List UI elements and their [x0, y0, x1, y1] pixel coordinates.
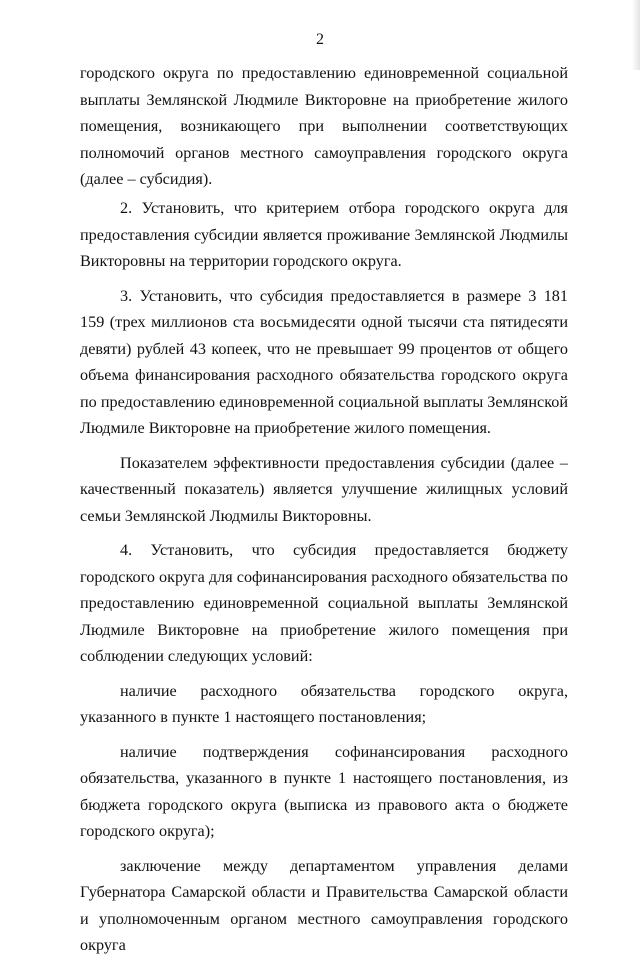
- paragraph-continuation: городского округа по предоставлению единовременной социальной выплаты Землянской Людмиле Викторовне на приобретение жилого помещения, возникающего при выполнении соответствующих полномочий органов местного самоуправления городского округа (далее – субсидия).: [80, 64, 568, 188]
- paragraph-condition-2: наличие подтверждения софинансирования расходного обязательства, указанного в пункте 1 настоящего постановления, из бюджета городского округа (выписка из правового акта о бюджете городского округа);: [80, 742, 568, 840]
- paragraph-condition-3: заключение между департаментом управления делами Губернатора Самарской области и Правительства Самарской области и уполномоченным органом местного самоуправления городского округа: [80, 856, 568, 954]
- paragraph-clause-4: 4. Установить, что субсидия предоставляется бюджету городского округа для софинансирования расходного обязательства по предоставлению единовременной социальной выплаты Землянской Людмиле Викторовне на приобретение жилого помещения при соблюдении следующих условий:: [80, 541, 568, 665]
- document-body: [80, 60, 568, 961]
- page-number: 2: [316, 31, 324, 48]
- paragraph-condition-1: наличие расходного обязательства городского округа, указанного в пункте 1 настоящего постановления;: [80, 681, 568, 726]
- paragraph-clause-3: 3. Установить, что субсидия предоставляется в размере 3 181 159 (трех миллионов ста восьмидесяти одной тысячи ста пятидесяти девяти) рублей 43 копеек, что не превышает 99 процентов от общего объема финансирования расходного обязательства городского округа по предоставлению единовременной социальной выплаты Землянской Людмиле Викторовне на приобретение жилого помещения.: [80, 286, 568, 437]
- paragraph-clause-2: 2. Установить, что критерием отбора городского округа для предоставления субсидии является проживание Землянской Людмилы Викторовны на территории городского округа.: [80, 199, 568, 270]
- paragraph-quality-indicator: Показателем эффективности предоставления субсидии (далее – качественный показатель) является улучшение жилищных условий семьи Землянской Людмилы Викторовны.: [80, 453, 568, 525]
